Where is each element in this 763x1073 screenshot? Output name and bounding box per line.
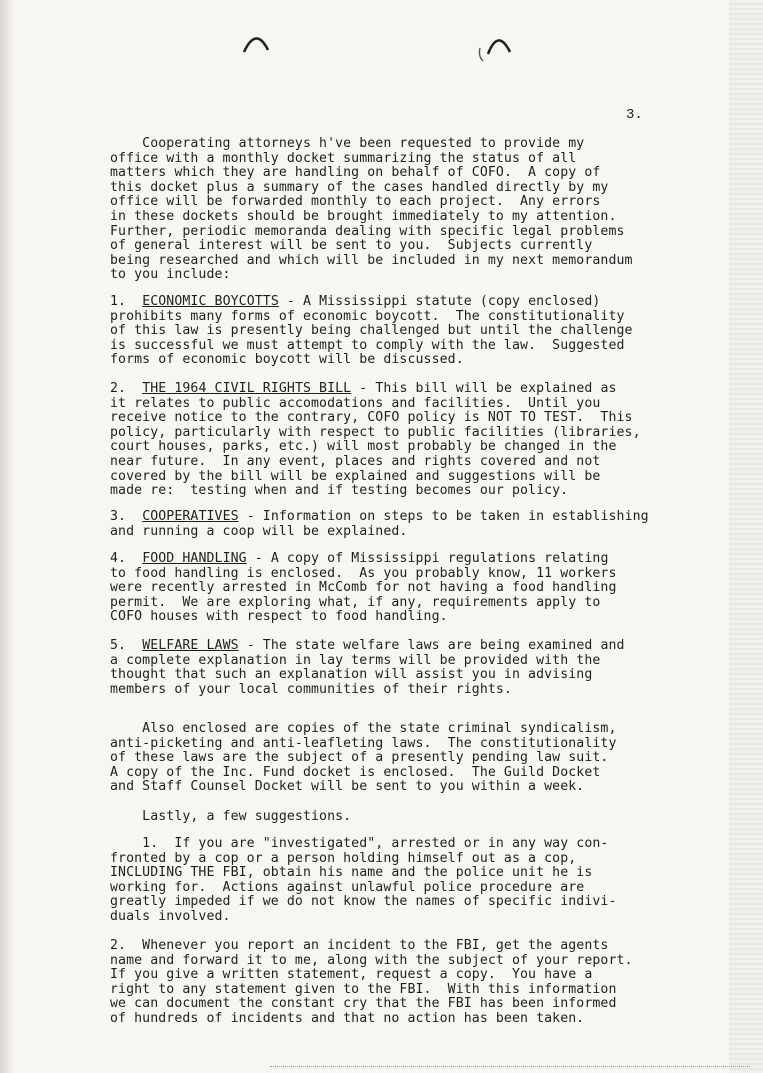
- item-heading: THE 1964 CIVIL RIGHTS BILL: [142, 381, 352, 396]
- text-line: this docket plus a summary of the cases handled directly by my: [110, 179, 609, 195]
- text-line: court houses, parks, etc.) will most probably be changed in the: [110, 439, 617, 455]
- text-line: A copy of the Inc. Fund docket is enclosed. The Guild Docket: [110, 764, 601, 780]
- text-line: policy, particularly with respect to public facilities (libraries,: [110, 424, 641, 440]
- text-line: members of your local communities of their rights.: [110, 681, 512, 697]
- text-line: 2. Whenever you report an incident to the FBI, get the agents: [110, 938, 609, 953]
- item-number: 3.: [110, 509, 127, 524]
- text-line: anti-picketing and anti-leafleting laws. The constitutionality: [110, 735, 617, 751]
- text-line: is successful we must attempt to comply with the law. Suggested: [110, 337, 625, 353]
- suggestion-1: [110, 837, 692, 925]
- text-line: Cooperating attorneys h've been requested to provide my: [142, 136, 585, 151]
- text-line: of hundreds of incidents and that no action has been taken.: [110, 1010, 585, 1026]
- text-line: greatly impeded if we do not know the names of specific indivi-: [110, 894, 617, 910]
- item-first-line: - A copy of Mississippi regulations relating: [254, 551, 609, 566]
- punch-hole-mark-left: [240, 30, 272, 54]
- item-number: 4.: [110, 551, 127, 566]
- text-line: thought that such an explanation will assist you in advising: [110, 667, 593, 683]
- text-line: to food handling is enclosed. As you probably know, 11 workers: [110, 565, 617, 581]
- item-economic-boycotts: [110, 295, 692, 368]
- item-heading: WELFARE LAWS: [142, 638, 239, 653]
- text-line: right to any statement given to the FBI. With this information: [110, 981, 617, 997]
- text-line: to you include:: [110, 267, 231, 283]
- item-first-line: - A Mississippi statute (copy enclosed): [286, 294, 601, 309]
- item-cooperatives: [110, 510, 692, 539]
- text-line: near future. In any event, places and rights covered and not: [110, 453, 601, 469]
- scan-bottom-edge: [270, 1066, 750, 1068]
- item-heading: FOOD HANDLING: [142, 551, 247, 566]
- text-line: of this law is presently being challenged but until the challenge: [110, 323, 633, 339]
- text-line: office will be forwarded monthly to each project. Any errors: [110, 194, 601, 210]
- item-first-line: - This bill will be explained as: [359, 381, 617, 396]
- lastly-line: Lastly, a few suggestions.: [110, 809, 352, 824]
- text-line: 1. If you are "investigated", arrested or in any way con-: [142, 836, 609, 851]
- also-enclosed-paragraph: [110, 722, 692, 795]
- item-welfare-laws: [110, 639, 692, 697]
- text-line: in these dockets should be brought immediately to my attention.: [110, 208, 617, 224]
- text-line: permit. We are exploring what, if any, requirements apply to: [110, 594, 601, 610]
- item-food-handling: [110, 552, 692, 625]
- item-number: 2.: [110, 381, 127, 396]
- item-number: 1.: [110, 294, 127, 309]
- intro-paragraph: [110, 137, 692, 283]
- item-heading: COOPERATIVES: [142, 509, 239, 524]
- scan-left-edge: [0, 0, 14, 1073]
- text-line: duals involved.: [110, 908, 231, 924]
- text-line: it relates to public accomodations and facilities. Until you: [110, 395, 601, 411]
- text-line: forms of economic boycott will be discussed.: [110, 352, 464, 368]
- text-line: fronted by a cop or a person holding himself out as a cop,: [110, 850, 577, 866]
- text-line: and Staff Counsel Docket will be sent to you within a week.: [110, 779, 585, 795]
- text-line: name and forward it to me, along with the subject of your report.: [110, 952, 633, 968]
- text-line: office with a monthly docket summarizing the status of all: [110, 150, 577, 166]
- item-heading: ECONOMIC BOYCOTTS: [142, 294, 279, 309]
- text-line: INCLUDING THE FBI, obtain his name and the police unit he is: [110, 865, 593, 881]
- text-line: receive notice to the contrary, COFO policy is NOT TO TEST. This: [110, 410, 633, 426]
- text-line: we can document the constant cry that the FBI has been informed: [110, 996, 617, 1012]
- text-line: of general interest will be sent to you. Subjects currently: [110, 238, 593, 254]
- item-number: 5.: [110, 638, 127, 653]
- text-line: were recently arrested in McComb for not having a food handling: [110, 580, 617, 596]
- text-line: made re: testing when and if testing becomes our policy.: [110, 483, 569, 499]
- suggestion-2: [110, 939, 692, 1027]
- text-line: of these laws are the subject of a presently pending law suit.: [110, 750, 609, 766]
- item-first-line: - The state welfare laws are being examined and: [246, 638, 625, 653]
- text-line: Also enclosed are copies of the state criminal syndicalism,: [142, 721, 617, 736]
- text-line: covered by the bill will be explained and suggestions will be: [110, 468, 601, 484]
- text-line: and running a coop will be explained.: [110, 523, 408, 539]
- text-line: working for. Actions against unlawful police procedure are: [110, 879, 585, 895]
- text-line: Further, periodic memoranda dealing with specific legal problems: [110, 223, 625, 239]
- text-line: prohibits many forms of economic boycott. The constitutionality: [110, 308, 625, 324]
- text-line: matters which they are handling on behalf of COFO. A copy of: [110, 165, 601, 181]
- text-line: COFO houses with respect to food handling.: [110, 609, 448, 625]
- scan-right-edge: [729, 0, 763, 1073]
- punch-hole-mark-right: [474, 30, 516, 64]
- text-line: being researched and which will be included in my next memorandum: [110, 252, 633, 268]
- page-number: 3.: [626, 107, 643, 123]
- item-civil-rights-bill: [110, 382, 692, 499]
- text-line: a complete explanation in lay terms will be provided with the: [110, 652, 601, 668]
- item-first-line: - Information on steps to be taken in establishing: [246, 509, 649, 524]
- text-line: If you give a written statement, request a copy. You have a: [110, 967, 593, 983]
